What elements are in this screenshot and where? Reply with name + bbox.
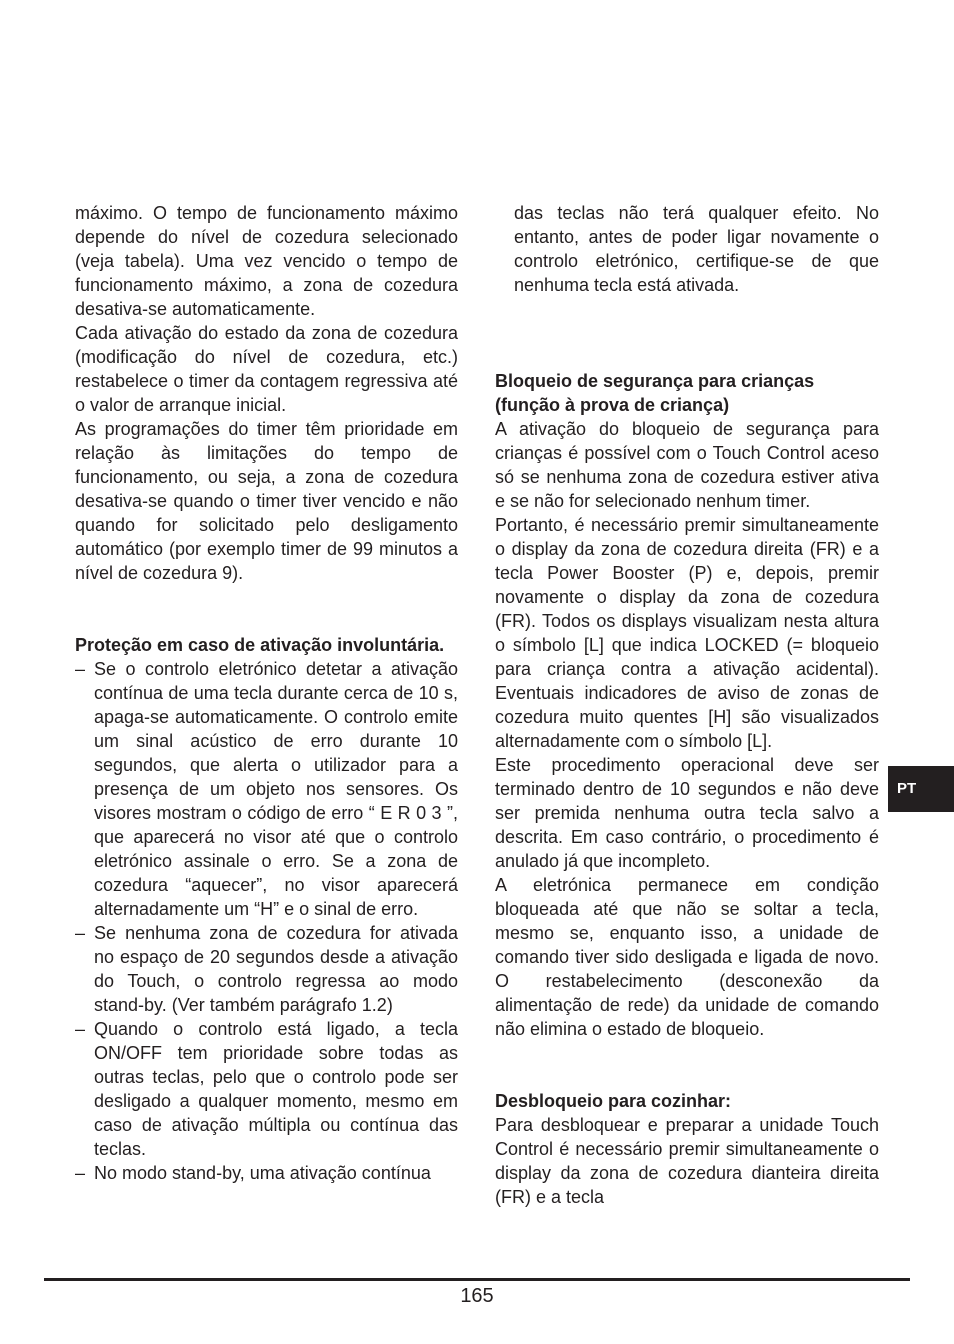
paragraph: A eletrónica permanece em condição bloqueada até que não se soltar a tecla, mesmo se, enquanto isso, a unidade de comando tiver sido desligada e ligada de novo. O restabelecimento (desconexão da alimentação de rede) da unidade de comando não elimina o estado de bloqueio. xyxy=(495,875,879,1039)
dash-list xyxy=(75,657,458,1185)
section-heading: (função à prova de criança) xyxy=(495,395,730,415)
list-item: – Se o controlo eletrónico detetar a ativação contínua de uma tecla durante cerca de 10 s, apaga-se automaticamente. O controlo emite um sinal acústico de erro durante 10 segundos, que alerta o utilizador para a presença de um objeto nos sensores. Os visores mostram o código de erro “ E R 0 3 ”, que aparecerá no visor até que o controlo eletrónico assinale o erro. Se a zona de cozedura “aquecer”, no visor aparecerá alternadamente um “H” e o sinal de erro. xyxy=(75,657,458,921)
list-item: – No modo stand-by, uma ativação contínua xyxy=(75,1161,458,1185)
section-heading: Proteção em caso de ativação involuntária. xyxy=(75,635,445,655)
page-number: 165 xyxy=(460,1285,494,1307)
language-tab: PT xyxy=(888,766,954,812)
footer-divider xyxy=(44,1278,910,1281)
paragraph: Este procedimento operacional deve ser terminado dentro de 10 segundos e não deve ser premida nenhuma outra tecla salvo a descrita. Em caso contrário, o procedimento é anulado já que incompleto. xyxy=(495,755,879,871)
right-column xyxy=(495,201,879,1209)
paragraph: Cada ativação do estado da zona de cozedura (modificação do nível de cozedura, etc.) restabelece o timer da contagem regressiva até o valor de arranque inicial. xyxy=(75,323,458,415)
section-heading: Desbloqueio para cozinhar: xyxy=(495,1091,732,1111)
list-item: – Se nenhuma zona de cozedura for ativada no espaço de 20 segundos desde a ativação do Touch, o controlo regressa ao modo stand-by. (Ver também parágrafo 1.2) xyxy=(75,921,458,1017)
paragraph: máximo. O tempo de funcionamento máximo depende do nível de cozedura selecionado (veja tabela). Uma vez vencido o tempo de funcionamento máximo, a zona de cozedura desativa-se automaticamente. xyxy=(75,203,458,319)
paragraph: Para desbloquear e preparar a unidade Touch Control é necessário premir simultaneamente o display da zona de cozedura dianteira direita (FR) e a tecla xyxy=(495,1115,879,1207)
list-item-continuation: das teclas não terá qualquer efeito. No entanto, antes de poder ligar novamente o controlo eletrónico, certifique-se de que nenhuma tecla está ativada. xyxy=(514,203,879,295)
left-column xyxy=(75,201,458,1185)
paragraph: A ativação do bloqueio de segurança para crianças é possível com o Touch Control aceso só se nenhuma zona de cozedura estiver ativa e se não for selecionado nenhum timer. xyxy=(495,419,879,511)
list-item: – Quando o controlo está ligado, a tecla ON/OFF tem prioridade sobre todas as outras teclas, pelo que o controlo pode ser desligado a qualquer momento, mesmo em caso de ativação múltipla ou contínua das teclas. xyxy=(75,1017,458,1161)
paragraph: As programações do timer têm prioridade em relação às limitações do tempo de funcionamento, ou seja, a zona de cozedura desativa-se quando o timer tiver vencido e não quando for solicitado pelo desligamento automático (por exemplo timer de 99 minutos a nível de cozedura 9). xyxy=(75,419,458,583)
section-heading: Bloqueio de segurança para crianças xyxy=(495,371,815,391)
paragraph: Portanto, é necessário premir simultaneamente o display da zona de cozedura direita (FR) e a tecla Power Booster (P) e, depois, premir novamente o display da zona de cozedura (FR). Todos os displays visualizam nesta altura o símbolo [L] que indica LOCKED (= bloqueio para criança contra a ativação acidental). Eventuais indicadores de aviso de zonas de cozedura muito quentes [H] são visualizados alternadamente com o símbolo [L]. xyxy=(495,515,879,751)
